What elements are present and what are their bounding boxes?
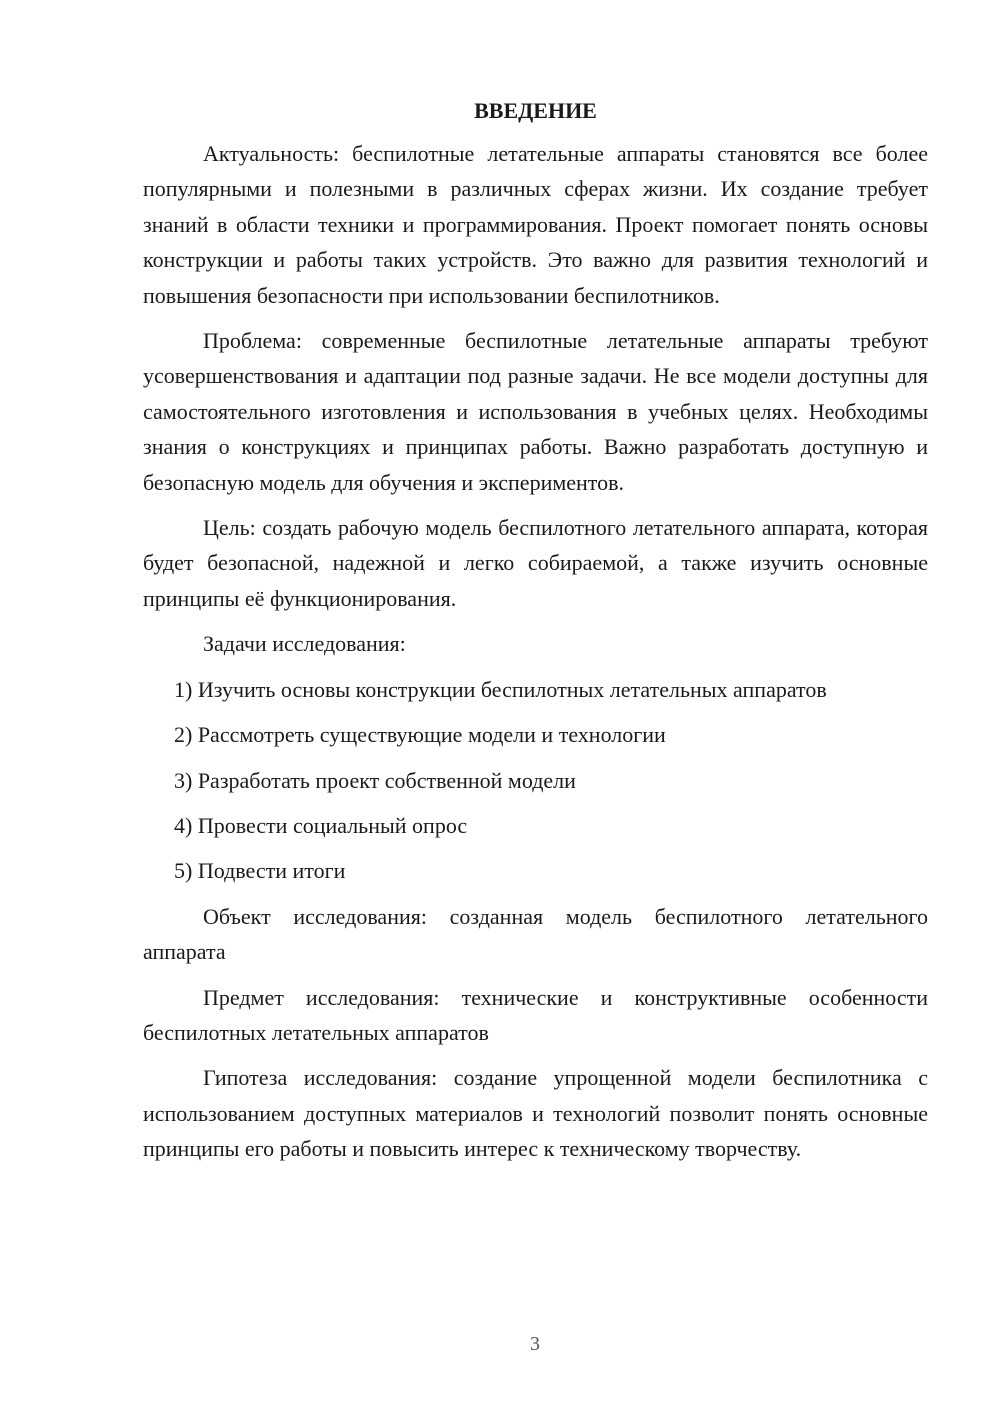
task-item-1: 1) Изучить основы конструкции беспилотных летательных аппаратов [174, 676, 827, 702]
hypothesis-paragraph: Гипотеза исследования: создание упрощенной модели беспилотника с использованием доступных материалов и технологий позволит понять основные принципы его работы и повысить интерес к техническому творчеству. [143, 1065, 928, 1162]
task-item-5: 5) Подвести итоги [174, 858, 346, 884]
tasks-heading: Задачи исследования: [203, 631, 406, 657]
relevance-paragraph: Актуальность: беспилотные летательные аппараты становятся все более популярными и полезными в различных сферах жизни. Их создание требует знаний в области техники и программирования. Проект помогает понять основы конструкции и работы таких устройств. Это важно для развития технологий и повышения безопасности при использовании беспилотников. [143, 141, 928, 308]
page-number: 3 [530, 1333, 540, 1355]
subject-paragraph: Предмет исследования: технические и конструктивные особенности беспилотных летательных аппаратов [143, 984, 928, 1045]
tasks-list [143, 672, 928, 889]
task-item-3: 3) Разработать проект собственной модели [174, 767, 576, 793]
goal-paragraph: Цель: создать рабочую модель беспилотного летательного аппарата, которая будет безопасной, надежной и легко собираемой, а также изучить основные принципы её функционирования. [143, 515, 928, 611]
task-item-4: 4) Провести социальный опрос [174, 812, 468, 838]
task-item-2: 2) Рассмотреть существующие модели и технологии [174, 722, 666, 748]
page-content [143, 93, 928, 1177]
object-paragraph: Объект исследования: созданная модель беспилотного летательного аппарата [143, 903, 928, 965]
page-title: ВВЕДЕНИЕ [474, 98, 597, 123]
problem-paragraph: Проблема: современные беспилотные летательные аппараты требуют усовершенствования и адаптации под разные задачи. Не все модели доступны для самостоятельного изготовления и использования в учебных целях. Необходимы знания о конструкциях и принципах работы. Важно разработать доступную и безопасную модель для обучения и экспериментов. [143, 328, 928, 495]
